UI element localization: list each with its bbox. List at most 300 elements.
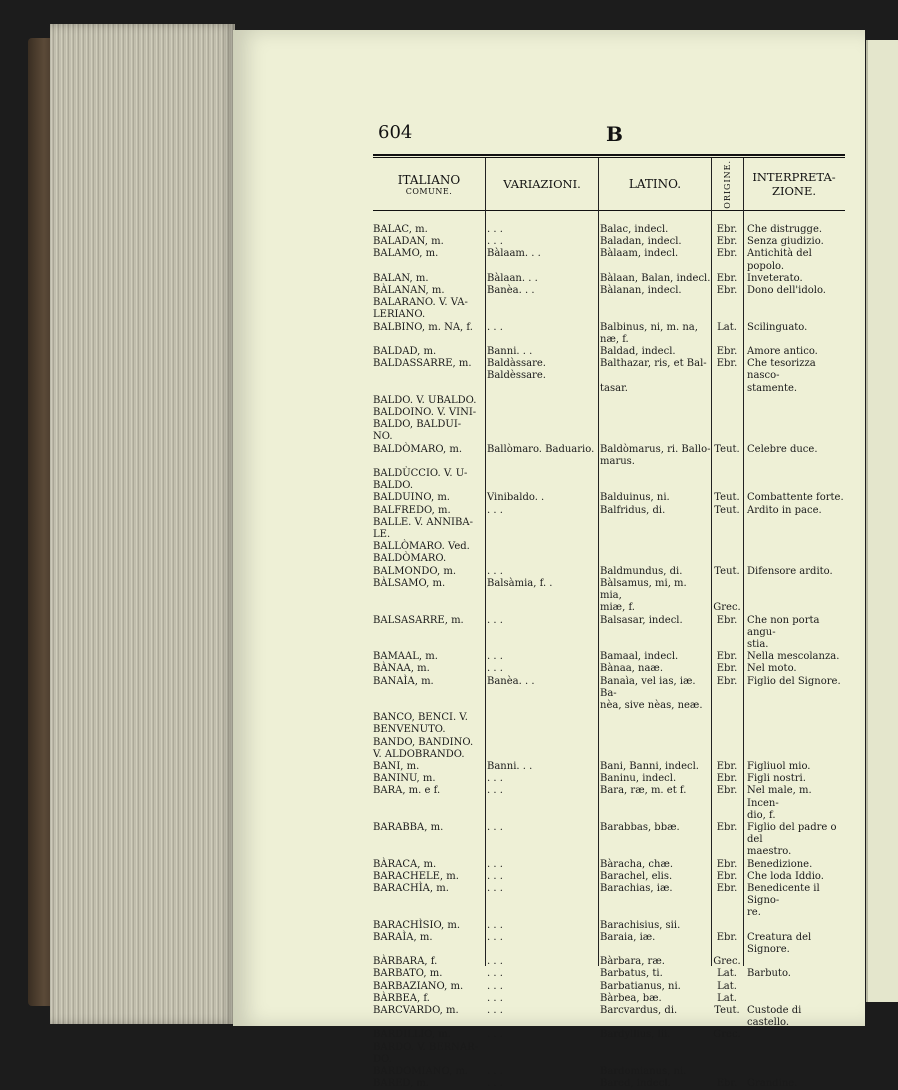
cell-italiano: DO. xyxy=(373,1053,392,1065)
cell-interpretazione: Figlio del padre o del xyxy=(747,821,837,846)
cell-variazioni xyxy=(485,1042,598,1054)
cell-origine: Ebr. xyxy=(716,285,738,297)
cell-interpretazione: maestro. xyxy=(747,846,792,858)
cell-variazioni xyxy=(485,639,598,651)
cell-italiano: NO. xyxy=(373,431,393,443)
cell-interpretazione: Nel moto. xyxy=(747,663,797,675)
cell-latino: Bàlaan, Balan, indecl. xyxy=(600,272,711,284)
cell-origine: Ebr. xyxy=(716,858,738,870)
cell-interpretazione: Custode di castello. xyxy=(747,1005,802,1029)
cell-latino: Balsasar, indecl. xyxy=(600,614,683,626)
cell-variazioni xyxy=(485,846,598,858)
cell-origine xyxy=(711,1042,743,1054)
cell-italiano: BANAÌA, m. xyxy=(373,675,434,687)
cell-latino: Balduinus, ni. xyxy=(600,492,670,504)
table-row xyxy=(373,615,845,639)
cell-italiano: BALAN, m. xyxy=(373,272,429,284)
cell-origine: Ebr. xyxy=(716,773,738,785)
cell-latino: Bamaal, indecl. xyxy=(600,651,679,663)
cell-interpretazione: Antichità del popolo. xyxy=(747,248,812,272)
cell-variazioni: . . . xyxy=(487,1078,503,1090)
cell-variazioni: Vinibaldo. . xyxy=(487,492,545,504)
cell-interpretazione xyxy=(743,431,845,443)
cell-latino: tasar. xyxy=(600,382,628,394)
cell-interpretazione: Inveterato. xyxy=(747,272,803,284)
cell-italiano: BALDO. xyxy=(373,480,414,492)
cell-italiano: BALDAD, m. xyxy=(373,346,437,358)
table-row xyxy=(373,602,845,614)
cell-latino xyxy=(598,712,711,724)
table-row xyxy=(373,810,845,822)
cell-origine xyxy=(711,407,743,419)
column-header-interpretazione: INTERPRETA-ZIONE. xyxy=(752,170,836,198)
cell-origine: Ebr. xyxy=(716,663,738,675)
cell-latino: Baladan, indecl. xyxy=(600,236,682,248)
cell-origine: Ebr. xyxy=(716,785,738,797)
cell-interpretazione xyxy=(743,1042,845,1054)
table-row xyxy=(373,224,845,236)
cell-origine xyxy=(711,712,743,724)
cell-variazioni: . . . xyxy=(487,931,503,943)
cell-latino: Bàracha, chæ. xyxy=(600,858,674,870)
cell-italiano: BALDUINO, m. xyxy=(373,492,450,504)
cell-variazioni xyxy=(485,431,598,443)
cell-interpretazione: Celebre duce. xyxy=(747,443,818,455)
cell-origine xyxy=(711,517,743,529)
cell-variazioni xyxy=(485,407,598,419)
cell-italiano: BÀNAA, m. xyxy=(373,663,430,675)
cell-latino: Barbatianus, ni. xyxy=(600,980,681,992)
cell-latino: Baninu, indecl. xyxy=(600,773,677,785)
cell-origine xyxy=(711,846,743,858)
header-bottom-rule xyxy=(373,210,845,211)
cell-variazioni xyxy=(485,456,598,468)
cell-variazioni: . . . xyxy=(487,1005,503,1016)
cell-italiano: BÀRBEA, f. xyxy=(373,992,430,1004)
table-row xyxy=(373,407,845,419)
table-row xyxy=(373,859,845,871)
cell-interpretazione xyxy=(743,480,845,492)
table-row xyxy=(373,383,845,395)
cell-interpretazione: Barbuto. xyxy=(747,968,791,980)
page-header xyxy=(233,122,865,148)
cell-italiano: BALMONDO, m. xyxy=(373,565,457,577)
cell-interpretazione: Amore antico. xyxy=(747,346,818,358)
cell-interpretazione: Ardito in pace. xyxy=(747,504,822,516)
cell-latino xyxy=(598,309,711,321)
cell-interpretazione: Creatura del Signore. xyxy=(747,931,812,955)
cell-interpretazione xyxy=(743,700,845,712)
cell-variazioni: Banni. . . xyxy=(487,346,533,358)
section-letter: B xyxy=(606,122,623,146)
table-row xyxy=(373,773,845,785)
cell-origine: Grec. xyxy=(713,602,741,614)
cell-latino xyxy=(598,419,711,431)
cell-interpretazione xyxy=(743,456,845,468)
table-row xyxy=(373,248,845,272)
cell-origine xyxy=(711,749,743,761)
cell-italiano: BANDO, BANDINO. xyxy=(373,736,474,748)
cell-origine: Ebr. xyxy=(716,224,738,235)
cell-variazioni: . . . xyxy=(487,565,503,577)
table-row xyxy=(373,322,845,334)
cell-interpretazione: stamente. xyxy=(747,382,798,394)
table-row xyxy=(373,492,845,504)
cell-latino: Baldad, indecl. xyxy=(600,346,676,358)
cell-origine xyxy=(711,639,743,651)
cell-origine: Ebr. xyxy=(716,882,738,894)
cell-italiano: BARDILLIO, m. xyxy=(373,1029,451,1041)
cell-italiano: BÀRACA, m. xyxy=(373,858,437,870)
cell-origine xyxy=(711,431,743,443)
table-row xyxy=(373,346,845,358)
cell-origine xyxy=(711,383,743,395)
cell-italiano: BARACHELE, m. xyxy=(373,870,459,882)
cell-latino xyxy=(598,468,711,480)
cell-italiano: BALDÙCCIO. V. U- xyxy=(373,468,468,480)
cell-interpretazione xyxy=(743,334,845,346)
table-row xyxy=(373,956,845,968)
dictionary-table-body xyxy=(373,224,845,1090)
cell-italiano: BANI, m. xyxy=(373,760,420,772)
cell-italiano: BARBATO, m. xyxy=(373,968,443,980)
cell-italiano xyxy=(373,383,485,395)
cell-origine: Lat. xyxy=(717,980,737,992)
cell-variazioni: Ballòmaro. Baduario. xyxy=(487,443,595,455)
table-row xyxy=(373,1054,845,1066)
cell-origine xyxy=(711,480,743,492)
column-header-variazioni: VARIAZIONI. xyxy=(503,177,581,191)
cell-interpretazione: dio, f. xyxy=(747,809,776,821)
cell-interpretazione xyxy=(743,468,845,480)
cell-variazioni xyxy=(485,529,598,541)
cell-variazioni xyxy=(485,480,598,492)
cell-interpretazione xyxy=(743,956,845,968)
cell-latino xyxy=(598,395,711,407)
cell-variazioni xyxy=(485,810,598,822)
cell-origine xyxy=(711,468,743,480)
table-row xyxy=(373,553,845,565)
cell-origine xyxy=(711,419,743,431)
cell-latino: Baraia, iæ. xyxy=(600,931,656,943)
cell-variazioni: . . . xyxy=(487,858,503,870)
cell-variazioni: . . . xyxy=(487,956,503,968)
cell-interpretazione: Difensore ardito. xyxy=(747,565,833,577)
cell-italiano: BÀRBARA, f. xyxy=(373,956,438,968)
cell-latino xyxy=(598,517,711,529)
cell-variazioni: . . . xyxy=(487,651,503,663)
table-row xyxy=(373,724,845,736)
cell-latino: Bardomianus, ni. xyxy=(600,1066,687,1078)
page-edges xyxy=(50,24,235,1024)
cell-italiano: BÀLANAN, m. xyxy=(373,285,445,297)
cell-italiano: BÀLSAMO, m. xyxy=(373,577,446,589)
table-top-rule xyxy=(373,154,845,156)
cell-latino xyxy=(598,480,711,492)
cell-italiano: BANCO, BENCI. V. xyxy=(373,712,468,724)
cell-italiano xyxy=(373,639,485,651)
cell-italiano: BARACHÌA, m. xyxy=(373,882,449,894)
cell-italiano: BALLÒMARO. Ved. xyxy=(373,541,470,553)
cell-origine xyxy=(711,578,743,602)
cell-interpretazione xyxy=(743,920,845,932)
column-header-italiano: ITALIANO COMUNE. xyxy=(397,172,461,196)
cell-variazioni xyxy=(485,700,598,712)
table-row xyxy=(373,749,845,761)
cell-interpretazione: Figlio del Signore. xyxy=(747,675,841,687)
cell-origine: Ebr. xyxy=(716,870,738,882)
cell-latino: Bani, Banni, indecl. xyxy=(600,760,699,772)
cell-interpretazione xyxy=(743,529,845,541)
table-row xyxy=(373,700,845,712)
table-row xyxy=(373,712,845,724)
cell-interpretazione xyxy=(743,419,845,431)
cell-latino xyxy=(598,907,711,919)
cell-origine xyxy=(711,529,743,541)
cell-italiano xyxy=(373,602,485,614)
cell-variazioni: . . . xyxy=(487,1066,503,1078)
cell-latino: Barachisius, sii. xyxy=(600,919,681,931)
table-row xyxy=(373,480,845,492)
cell-origine: Ebr. xyxy=(716,651,738,663)
cell-latino: Bàlaam, indecl. xyxy=(600,248,679,260)
cell-interpretazione: Che non porta angu- xyxy=(747,614,820,638)
cell-variazioni xyxy=(485,517,598,529)
page-number: 604 xyxy=(378,122,413,143)
cell-italiano: BALFREDO, m. xyxy=(373,504,451,516)
cell-latino: Baldmundus, di. xyxy=(600,565,683,577)
cell-origine xyxy=(711,553,743,565)
cell-variazioni: Bàlaam. . . xyxy=(487,248,541,260)
table-row xyxy=(373,505,845,517)
cell-latino xyxy=(598,724,711,736)
table-row xyxy=(373,431,845,443)
cell-italiano: BALAMO, m. xyxy=(373,248,439,260)
cell-interpretazione: Figliuol mio. xyxy=(747,760,811,772)
cell-latino: Balthazar, ris, et Bal- xyxy=(600,358,707,370)
cell-variazioni xyxy=(485,712,598,724)
cell-variazioni xyxy=(485,309,598,321)
cell-latino: Bàlsamus, mi, m. mia, xyxy=(600,577,687,602)
cell-italiano xyxy=(373,700,485,712)
cell-variazioni: . . . xyxy=(487,236,503,248)
cell-italiano: BARA, m. e f. xyxy=(373,785,441,797)
cell-interpretazione: stia. xyxy=(747,638,769,650)
cell-interpretazione: Che loda Iddio. xyxy=(747,870,824,882)
table-row xyxy=(373,236,845,248)
table-row xyxy=(373,932,845,956)
table-row xyxy=(373,651,845,663)
cell-italiano: BALDÒMARO. xyxy=(373,553,447,565)
cell-interpretazione xyxy=(743,737,845,749)
cell-interpretazione: Figli nostri. xyxy=(747,773,806,785)
cell-variazioni: Banèa. . . xyxy=(487,675,535,687)
cell-latino xyxy=(598,810,711,822)
cell-interpretazione xyxy=(743,407,845,419)
cell-origine xyxy=(711,1054,743,1066)
column-header-origine: ORIGINE. xyxy=(722,159,732,209)
table-row xyxy=(373,419,845,431)
cell-interpretazione xyxy=(743,553,845,565)
cell-italiano: BALAC, m. xyxy=(373,224,428,235)
table-row xyxy=(373,456,845,468)
cell-italiano: LERIANO. xyxy=(373,309,426,321)
cell-latino: Bànaa, naæ. xyxy=(600,663,664,675)
cell-italiano: BARABBA, m. xyxy=(373,821,444,833)
cell-latino: Bàrbara, ræ. xyxy=(600,956,665,968)
cell-origine: Lat. xyxy=(717,321,737,333)
cell-variazioni: . . . xyxy=(487,321,503,333)
cell-italiano xyxy=(373,456,485,468)
cell-variazioni: Banèa. . . xyxy=(487,285,535,297)
cell-italiano: BANINU, m. xyxy=(373,773,436,785)
cell-origine: Ebr. xyxy=(716,358,738,370)
cell-variazioni: Baldàssare. Baldèssare. xyxy=(487,358,546,382)
cell-interpretazione: Che tesorizza nasco- xyxy=(747,358,816,382)
table-row xyxy=(373,920,845,932)
cell-italiano: LE. xyxy=(373,529,391,541)
cell-latino xyxy=(598,639,711,651)
cell-latino xyxy=(598,1054,711,1066)
cell-interpretazione: Nel male, m. Incen- xyxy=(747,785,812,809)
cell-latino xyxy=(598,846,711,858)
cell-variazioni xyxy=(485,602,598,614)
cell-italiano: BARDOMIANO, m. xyxy=(373,1066,469,1078)
cell-variazioni xyxy=(485,907,598,919)
cell-interpretazione: Scilinguato. xyxy=(747,321,808,333)
cell-origine xyxy=(711,737,743,749)
table-row xyxy=(373,663,845,675)
cell-variazioni: . . . xyxy=(487,663,503,675)
table-row xyxy=(373,676,845,700)
table-row xyxy=(373,1005,845,1029)
cell-latino xyxy=(598,749,711,761)
cell-interpretazione xyxy=(743,1029,845,1041)
cell-italiano: BALADAN, m. xyxy=(373,236,444,248)
cell-latino: Barcvardus, di. xyxy=(600,1005,678,1016)
cell-origine xyxy=(711,297,743,309)
cell-interpretazione: Dono dell'idolo. xyxy=(747,285,826,297)
table-row xyxy=(373,907,845,919)
table-row xyxy=(373,566,845,578)
cell-variazioni xyxy=(485,724,598,736)
cell-italiano: BALSASARRE, m. xyxy=(373,614,464,626)
cell-latino: Bared, indecl. xyxy=(600,1078,671,1090)
cell-latino xyxy=(598,541,711,553)
table-row xyxy=(373,968,845,980)
cell-interpretazione: Benedizione. xyxy=(747,858,813,870)
cell-latino: Barachias, iæ. xyxy=(600,882,673,894)
table-row xyxy=(373,273,845,285)
cell-origine: Grec. xyxy=(713,1029,741,1041)
cell-interpretazione: Grandine. xyxy=(747,1078,798,1090)
cell-origine xyxy=(711,700,743,712)
table-row xyxy=(373,334,845,346)
table-row xyxy=(373,993,845,1005)
cell-origine xyxy=(711,456,743,468)
cell-italiano xyxy=(373,907,485,919)
cell-origine: Ebr. xyxy=(716,821,738,833)
cell-italiano: BALDASSARRE, m. xyxy=(373,358,472,370)
cell-origine: Teut. xyxy=(714,443,740,455)
cell-origine: Ebr. xyxy=(716,248,738,260)
cell-interpretazione xyxy=(743,541,845,553)
cell-interpretazione xyxy=(743,297,845,309)
cell-italiano: BALDO. V. UBALDO. xyxy=(373,394,477,406)
cell-origine: Teut. xyxy=(714,1005,740,1016)
cell-italiano: BALDO, BALDUI- xyxy=(373,419,462,431)
cell-latino: Balac, indecl. xyxy=(600,224,669,235)
cell-interpretazione: re. xyxy=(747,907,761,919)
cell-latino xyxy=(598,1042,711,1054)
cell-italiano: BARBAZIANO, m. xyxy=(373,980,464,992)
table-row xyxy=(373,358,845,382)
cell-variazioni: Bàlaan. . . xyxy=(487,272,538,284)
cell-origine xyxy=(711,541,743,553)
cell-italiano xyxy=(373,846,485,858)
cell-variazioni: Banni. . . xyxy=(487,760,533,772)
cell-variazioni: . . . xyxy=(487,968,503,980)
table-row xyxy=(373,444,845,456)
cell-italiano: BALDOINO. V. VINI- xyxy=(373,407,477,419)
table-row xyxy=(373,541,845,553)
cell-latino xyxy=(598,297,711,309)
cell-italiano: BARAÌA, m. xyxy=(373,931,433,943)
cell-variazioni: . . . xyxy=(487,980,503,992)
cell-latino: Banaìa, vel ias, iæ. Ba- xyxy=(600,675,696,699)
cell-variazioni xyxy=(485,419,598,431)
table-row xyxy=(373,578,845,602)
table-row xyxy=(373,871,845,883)
cell-variazioni xyxy=(485,737,598,749)
cell-origine: Ebr. xyxy=(716,236,738,248)
table-row xyxy=(373,639,845,651)
cell-latino: Bàrbea, bæ. xyxy=(600,992,662,1004)
cell-variazioni xyxy=(485,541,598,553)
cell-italiano: BENVENUTO. xyxy=(373,724,446,736)
cell-variazioni xyxy=(485,395,598,407)
table-row xyxy=(373,981,845,993)
cell-latino: Bàlanan, indecl. xyxy=(600,285,682,297)
cell-latino: Bardyllius, lii. xyxy=(600,1029,671,1041)
cell-origine xyxy=(711,810,743,822)
cell-variazioni xyxy=(485,749,598,761)
cell-variazioni xyxy=(485,297,598,309)
cell-interpretazione xyxy=(743,993,845,1005)
cell-italiano: BARED, m. xyxy=(373,1078,430,1090)
cell-origine: Ebr. xyxy=(716,346,738,358)
cell-italiano: BAMAAL, m. xyxy=(373,651,438,663)
cell-latino: Bara, ræ, m. et f. xyxy=(600,785,687,797)
table-row xyxy=(373,468,845,480)
cell-origine: Teut. xyxy=(714,565,740,577)
cell-origine: Ebr. xyxy=(716,675,738,687)
table-row xyxy=(373,822,845,846)
cell-italiano xyxy=(373,810,485,822)
cell-origine xyxy=(711,724,743,736)
table-row xyxy=(373,297,845,309)
cell-variazioni: . . . xyxy=(487,224,503,235)
cell-italiano: BARACHÌSIO, m. xyxy=(373,919,461,931)
cell-variazioni: . . . xyxy=(487,821,503,833)
cell-origine xyxy=(711,920,743,932)
cell-variazioni: . . . xyxy=(487,882,503,894)
cell-interpretazione xyxy=(743,749,845,761)
book-page xyxy=(233,30,865,1090)
cell-latino: marus. xyxy=(600,455,635,467)
cell-interpretazione: Senza giudizio. xyxy=(747,236,824,248)
cell-origine xyxy=(711,334,743,346)
